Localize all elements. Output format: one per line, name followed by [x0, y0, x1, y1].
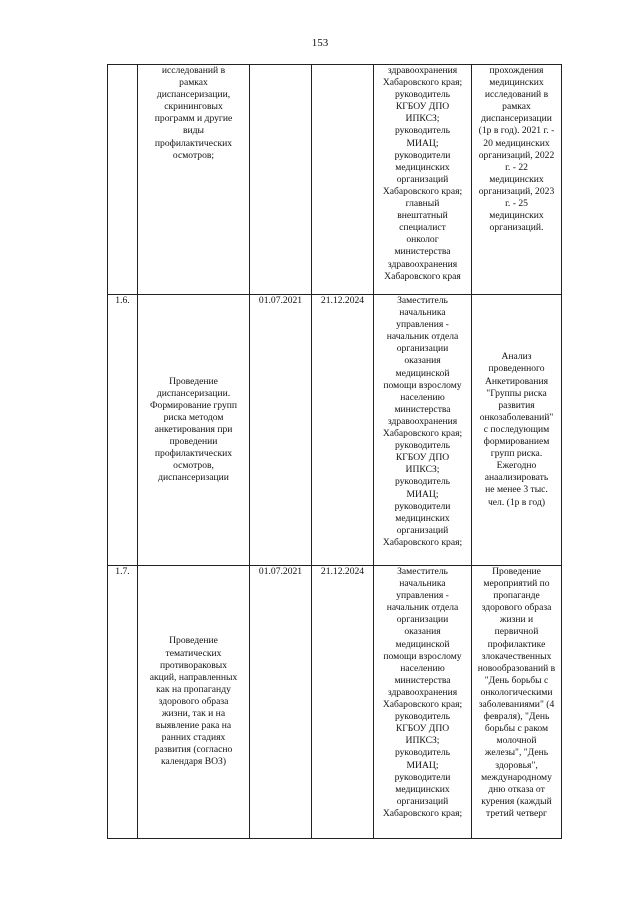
responsible-cell: Заместитель начальника управления - начальник отдела организации оказания медицинской помощи взрослому населению министерства здравоохранения Хабаровского края; руководитель КГБОУ ДПО ИПКСЗ; руководитель МИАЦ; руководители медицинских организаций Хабаровского края;: [374, 566, 472, 839]
responsible-cell: здравоохранения Хабаровского края; руководитель КГБОУ ДПО ИПКСЗ; руководитель МИАЦ; руководители медицинских организаций Хабаровского края; главный внештатный специалист онколог министерства здравоохранения Хабаровского края: [374, 65, 472, 295]
table-row: [108, 566, 562, 839]
page-number: 153: [311, 37, 329, 49]
row-number: 1.6.: [108, 295, 138, 566]
result-cell: Анализ проведенного Анкетирования "Группы риска развития онкозаболеваний" с последующим формированием групп риска. Ежегодно анаализировать не менее 3 тыс. чел. (1р в год): [472, 295, 562, 566]
start-date-cell: 01.07.2021: [250, 566, 312, 839]
table-row: [108, 65, 562, 295]
activity-cell: исследований в рамках диспансеризации, скрининговых программ и другие виды профилактических осмотров;: [138, 65, 250, 295]
end-date-cell: 21.12.2024: [312, 566, 374, 839]
result-cell: прохождения медицинских исследований в рамках диспансеризации (1р в год). 2021 г. - 20 медицинских организаций, 2022 г. - 22 медицинских организаций, 2023 г. - 25 медицинских организаций.: [472, 65, 562, 295]
end-date-cell: 21.12.2024: [312, 295, 374, 566]
row-number: 1.7.: [108, 566, 138, 839]
result-cell: Проведение мероприятий по пропаганде здорового образа жизни и первичной профилактике злокачественных новообразований в "День борьбы с онкологическими заболеваниями" (4 февраля), "День борьбы с раком молочной железы", "День здоровья", международному дню отказа от курения (каждый третий четверг: [472, 566, 562, 839]
measures-table: [107, 64, 562, 839]
activity-cell: Проведение тематических противораковых акций, направленных как на пропаганду здорового образа жизни, так и на выявление рака на ранних стадиях развития (согласно календаря ВОЗ): [138, 566, 250, 839]
start-date-cell: [250, 65, 312, 295]
end-date-cell: [312, 65, 374, 295]
row-number: [108, 65, 138, 295]
table-row: [108, 295, 562, 566]
activity-cell: Проведение диспансеризации. Формирование групп риска методом анкетирования при проведении профилактических осмотров, диспансеризации: [138, 295, 250, 566]
start-date-cell: 01.07.2021: [250, 295, 312, 566]
responsible-cell: Заместитель начальника управления - начальник отдела организации оказания медицинской помощи взрослому населению министерства здравоохранения Хабаровского края; руководитель КГБОУ ДПО ИПКСЗ; руководитель МИАЦ; руководители медицинских организаций Хабаровского края;: [374, 295, 472, 566]
